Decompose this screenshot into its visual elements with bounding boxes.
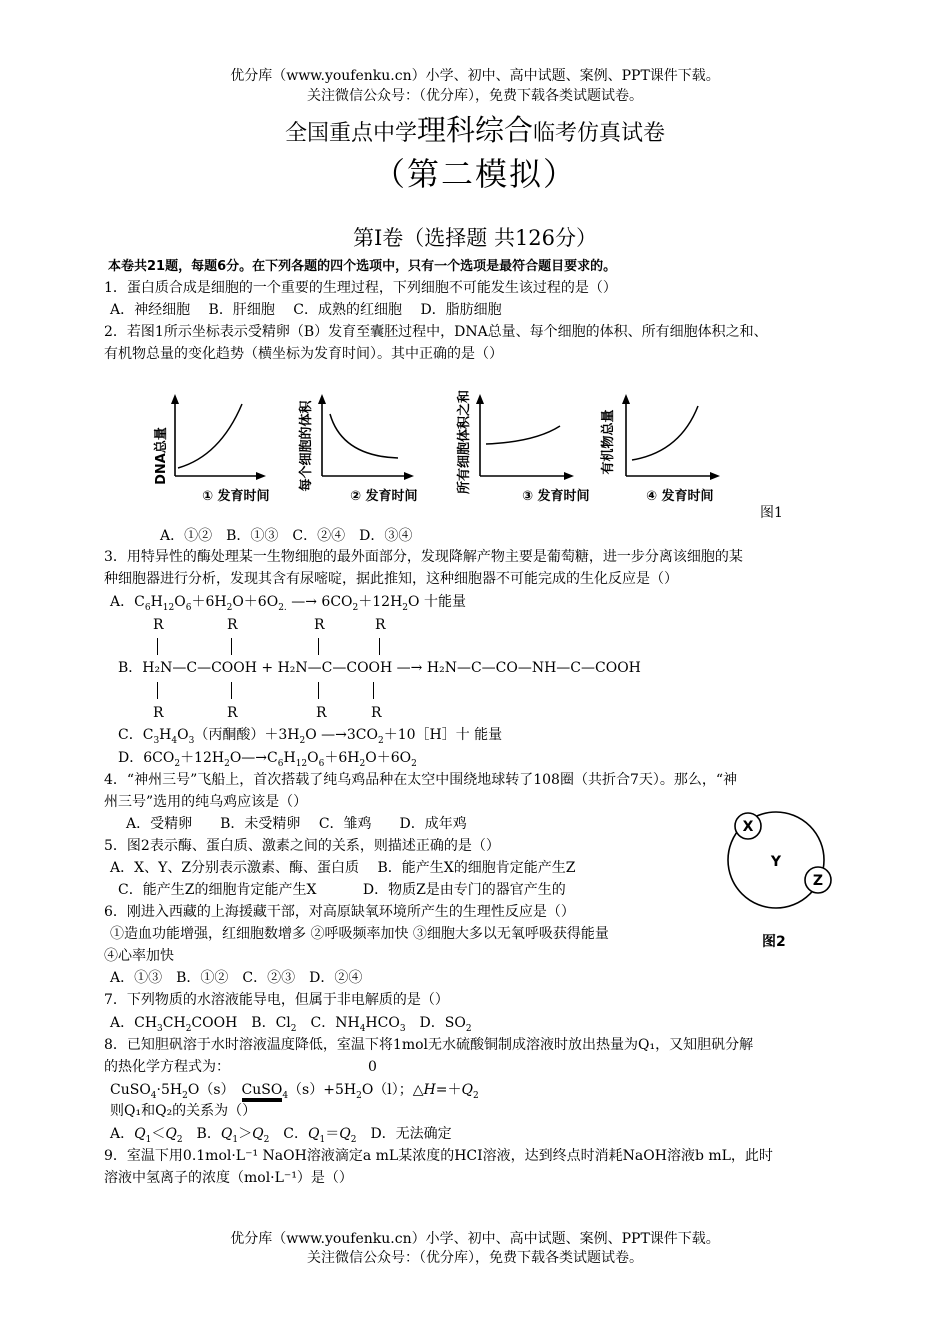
q5-stem: 5．图2表示酶、蛋白质、激素之间的关系，则描述正确的是（）: [104, 838, 500, 854]
graph-3-xlabel: ③ 发育时间: [522, 489, 590, 504]
q4-options: A．受精卵 B．未受精卵 C．雏鸡 D．成年鸡: [126, 816, 467, 832]
bond-line: [373, 682, 374, 699]
q4-stem-line1: 4．“神州三号”飞船上，首次搭载了纯乌鸡品种在太空中围绕地球转了108圈（共折合7天）。那么，“神: [104, 772, 738, 788]
r-group: R: [153, 617, 164, 633]
graph-3-ylabel: 所有细胞体积之和: [457, 389, 472, 495]
figure-2-label: 图2: [762, 934, 786, 950]
r-group: R: [371, 705, 382, 721]
graph-3-total-volume: [456, 390, 590, 504]
q6-items-line1: ①造血功能增强，红细胞数增多 ②呼吸频率加快 ③细胞大多以无氧呼吸获得能量: [110, 926, 609, 942]
graph-1-xlabel: ① 发育时间: [202, 489, 270, 504]
r-group: R: [375, 617, 386, 633]
graph-1-ylabel: DNA总量: [154, 427, 169, 485]
q3-option-b: B．H₂N—C—COOH + H₂N—C—COOH —→ H₂N—C—CO—NH—C—COOH: [118, 660, 641, 676]
z-label: Z: [812, 873, 824, 889]
q8-stem-line2: 的热化学方程式为：: [104, 1059, 230, 1075]
q3-option-a: A．$C_6H_{12}O_6+6H_2O+6O_{2.}$ —→ $6CO_2+12H_2O$ 十能量: [110, 594, 466, 613]
q3-stem-line2: 种细胞器进行分析，发现其含有尿嘧啶，据此推知，这种细胞器不可能完成的生化反应是（）: [104, 571, 678, 587]
site-header-line-1: 优分库（www.youfenku.cn）小学、初中、高中试题、案例、PPT课件下载。: [230, 68, 720, 84]
exam-subtitle: （第二模拟）: [372, 155, 577, 193]
graph-4-ylabel: 有机物总量: [601, 409, 616, 475]
bond-line: [231, 682, 232, 699]
figure-2-diagram: [718, 808, 842, 920]
site-footer-line-2: 关注微信公众号：（优分库），免费下载各类试题试卷。: [307, 1250, 643, 1266]
q8-relation: 则Q₁和Q₂的关系为（）: [110, 1103, 257, 1119]
q3-option-c: C．$C_3H_4O_3$（丙酮酸）$+3H_2O$ $—\to 3CO_2+10[H]$十 能量: [118, 727, 503, 746]
graph-4-xlabel: ④ 发育时间: [646, 489, 714, 504]
q6-options: A．①③ B．①② C．②③ D．②④: [110, 970, 363, 986]
q7-options: A．$CH_3CH_2COOH$ B．$Cl_2$ C．$NH_4HCO_3$ D．$SO_2$: [110, 1015, 472, 1034]
q6-items-line2: ④心率加快: [104, 948, 174, 964]
site-header-line-2: 关注微信公众号：（优分库），免费下载各类试题试卷。: [307, 88, 643, 104]
site-footer-line-1: 优分库（www.youfenku.cn）小学、初中、高中试题、案例、PPT课件下载。: [230, 1231, 720, 1247]
graph-4-organic-matter: [600, 394, 720, 504]
q8-equation: $CuSO_4\cdot 5H_2O(s)$ $CuSO_4(s)+5H_2O(l)$；$\triangle H=+Q_2$: [110, 1082, 479, 1101]
q3-option-d: D．$6CO_2+12H_2O—\to C_6H_{12}O_6+6H_2O+6O_2$: [118, 750, 417, 769]
bond-line: [157, 682, 158, 699]
q2-options: A．①② B．①③ C．②④ D．③④: [160, 528, 413, 544]
r-group: R: [153, 705, 164, 721]
bond-line: [379, 638, 380, 655]
figure-1-label: 图1: [760, 505, 783, 521]
r-group: R: [227, 617, 238, 633]
graph-1-dna-total: [153, 394, 270, 504]
y-label: Y: [770, 854, 782, 870]
section-instructions: 本卷共21题，每题6分。在下列各题的四个选项中，只有一个选项是最符合题目要求的。: [108, 259, 617, 274]
section-heading: 第Ⅰ卷（选择题 共126分）: [352, 226, 598, 250]
q1-options: A．神经细胞 B．肝细胞 C．成熟的红细胞 D．脂肪细胞: [110, 302, 502, 318]
q8-zero-mark: 0: [368, 1059, 377, 1075]
graph-2-xlabel: ② 发育时间: [350, 489, 418, 504]
bond-line: [318, 638, 319, 655]
r-group: R: [316, 705, 327, 721]
x-label: X: [742, 819, 754, 835]
figure-1-graphs: [150, 376, 790, 524]
q8-options: A．$Q_1<Q_2$ B．$Q_1>Q_2$ C．$Q_1=Q_2$ D．无法确定: [110, 1126, 452, 1145]
r-group: R: [314, 617, 325, 633]
bond-line: [157, 638, 158, 655]
q3-stem-line1: 3．用特异性的酶处理某一生物细胞的最外面部分，发现降解产物主要是葡萄糖，进一步分离该细胞的某: [104, 549, 743, 565]
q5-options-cd: C．能产生Z的细胞肯定能产生X D．物质Z是由专门的器官产生的: [118, 882, 566, 898]
q8-stem-line1: 8．已知胆矾溶于水时溶液温度降低，室温下将1mol无水硫酸铜制成溶液时放出热量为Q₁，又知胆矾分解: [104, 1037, 754, 1053]
graph-2-ylabel: 每个细胞的体积: [299, 400, 314, 492]
q2-stem-line1: 2．若图1所示坐标表示受精卵（B）发育至囊胚过程中，DNA总量、每个细胞的体积、所有细胞体积之和、: [104, 324, 768, 340]
bond-line: [231, 638, 232, 655]
q5-options-ab: A．X、Y、Z分别表示激素、酶、蛋白质 B．能产生X的细胞肯定能产生Z: [110, 860, 576, 876]
q1-stem: 1．蛋白质合成是细胞的一个重要的生理过程，下列细胞不可能发生该过程的是（）: [104, 280, 617, 296]
exam-title: 全国重点中学理科综合临考仿真试卷: [284, 113, 666, 147]
bond-line: [318, 682, 319, 699]
q9-stem-line1: 9．室温下用0.1mol·L⁻¹ NaOH溶液滴定a mL某浓度的HCI溶液，达到终点时消耗NaOH溶液b mL，此时: [104, 1148, 773, 1164]
q4-stem-line2: 州三号”选用的纯乌鸡应该是（）: [104, 794, 308, 810]
q7-stem: 7．下列物质的水溶液能导电，但属于非电解质的是（）: [104, 992, 449, 1008]
graph-2-cell-volume: [298, 394, 418, 504]
q6-stem: 6．刚进入西藏的上海援藏干部，对高原缺氧环境所产生的生理性反应是（）: [104, 904, 575, 920]
q9-stem-line2: 溶液中氢离子的浓度（mol·L⁻¹）是（）: [104, 1170, 353, 1186]
q2-stem-line2: 有机物总量的变化趋势（横坐标为发育时间）。其中正确的是（）: [104, 346, 503, 362]
r-group: R: [227, 705, 238, 721]
